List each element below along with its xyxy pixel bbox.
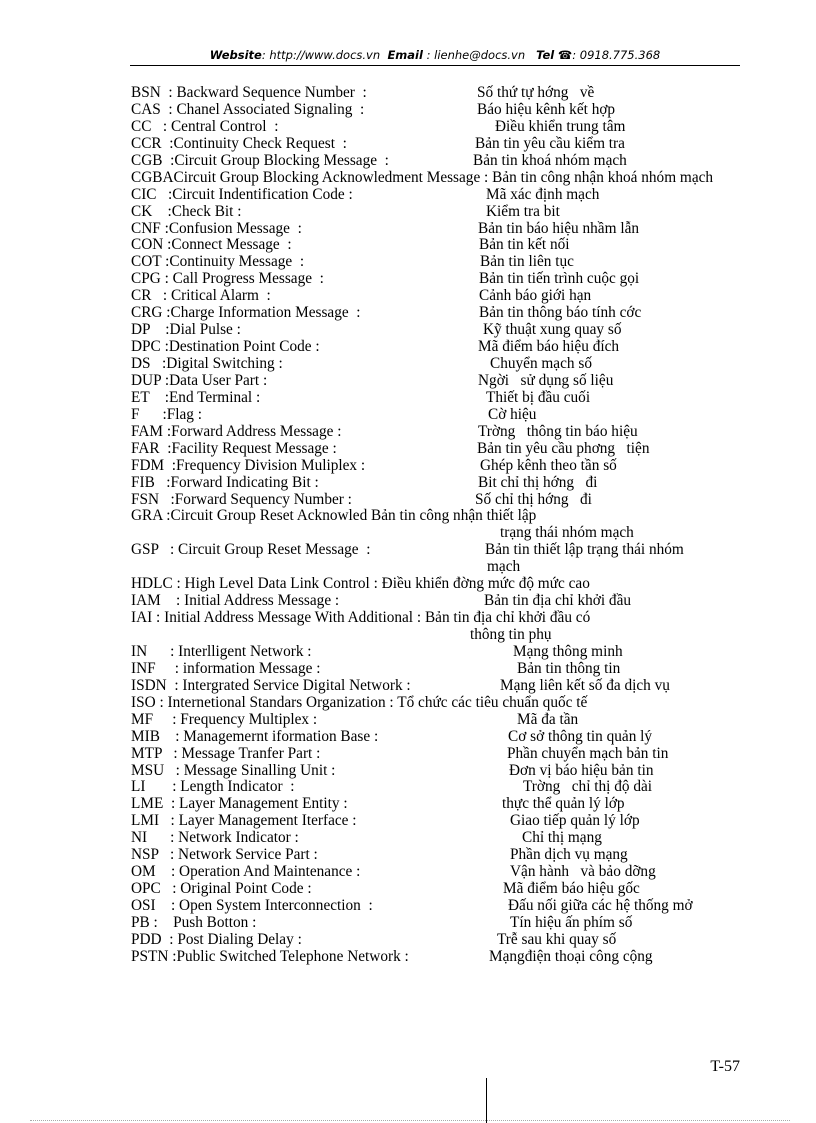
abbreviation-definition: Bản tin báo hiệu nhầm lẫn: [478, 219, 640, 237]
abbreviation-term: CCR :Continuity Check Request :: [131, 134, 347, 152]
abbreviation-entry: [131, 492, 740, 509]
abbreviation-definition: Ngời sử dụng số liệu: [478, 371, 614, 389]
abbreviation-entry: [131, 542, 740, 559]
abbreviation-term: CK :Check Bit :: [131, 202, 242, 220]
abbreviation-entry: [131, 373, 740, 390]
abbreviation-term: OSI : Open System Interconnection :: [131, 897, 373, 915]
abbreviation-entry: [131, 475, 740, 492]
abbreviation-entry: [131, 796, 740, 813]
abbreviation-definition: Bản tin liên tục: [480, 253, 574, 271]
abbreviation-term: CPG : Call Progress Message :: [131, 270, 324, 288]
abbreviation-term: ISDN : Intergrated Service Digital Network :: [131, 676, 411, 694]
abbreviation-entry: [131, 932, 740, 949]
abbreviation-definition: Bản tin thiết lập trạng thái nhóm: [485, 541, 684, 559]
abbreviation-entry: [131, 847, 740, 864]
abbreviation-term: MTP : Message Tranfer Part :: [131, 744, 321, 762]
abbreviation-definition: Phần dịch vụ mạng: [510, 846, 628, 864]
abbreviation-term: CON :Connect Message :: [131, 236, 292, 254]
abbreviation-definition: Phần chuyển mạch bản tin: [507, 744, 669, 762]
email-value[interactable]: : lienhe@docs.vn: [426, 48, 526, 62]
abbreviation-entry: [131, 237, 740, 254]
abbreviation-definition: Cảnh báo giới hạn: [479, 287, 592, 305]
abbreviation-term: PB : Push Botton :: [131, 913, 257, 931]
abbreviation-definition: Mạng thông minh: [513, 642, 623, 660]
abbreviation-definition: Mã xác định mạch: [486, 185, 600, 203]
abbreviation-definition: Trễ sau khi quay số: [497, 930, 617, 948]
abbreviation-entry: [131, 85, 740, 102]
abbreviation-entry: GRA :Circuit Group Reset Acknowled Bản tin công nhận thiết lập: [131, 507, 537, 525]
abbreviation-definition: Cơ sở thông tin quản lý: [508, 727, 653, 745]
abbreviation-definition: Bản tin thông tin: [517, 659, 621, 677]
abbreviation-definition: Bản tin yêu cầu phơng tiện: [477, 439, 650, 457]
abbreviation-term: CIC :Circuit Indentification Code :: [131, 185, 353, 203]
abbreviation-entry: IAI : Initial Address Message With Additional : Bản tin địa chỉ khởi đầu có: [131, 609, 591, 627]
website-label: Website: [209, 48, 262, 62]
abbreviation-term: DP :Dial Pulse :: [131, 321, 241, 339]
abbreviation-entry: [131, 458, 740, 475]
abbreviation-entry: [131, 424, 740, 441]
abbreviation-definition: Bản tin thông báo tính cớc: [479, 304, 642, 322]
abbreviation-definition: Điều khiển trung tâm: [495, 117, 626, 135]
abbreviation-definition: thực thể quản lý lớp: [502, 795, 625, 813]
abbreviation-definition: Bản tin yêu cầu kiểm tra: [475, 134, 625, 152]
abbreviation-definition: Bản tin tiến trình cuộc gọi: [479, 270, 640, 288]
page-bottom-border: [30, 1120, 790, 1121]
abbreviation-term: PSTN :Public Switched Telephone Network :: [131, 947, 409, 965]
abbreviation-entry: [131, 102, 740, 119]
abbreviation-entry: [131, 390, 740, 407]
abbreviation-entry: [131, 288, 740, 305]
abbreviation-definition: Đơn vị báo hiệu bản tin: [509, 761, 654, 779]
abbreviation-entry: [131, 356, 740, 373]
abbreviation-term: IAM : Initial Address Message :: [131, 592, 340, 610]
abbreviation-term: FAM :Forward Address Message :: [131, 422, 342, 440]
abbreviation-term: DPC :Destination Point Code :: [131, 338, 320, 356]
abbreviation-definition: Bản tin kết nối: [479, 236, 570, 254]
abbreviation-term: MF : Frequency Multiplex :: [131, 710, 318, 728]
abbreviation-definition: Mã điểm báo hiệu đích: [478, 338, 620, 356]
abbreviation-entry: [131, 864, 740, 881]
abbreviation-entry: [131, 204, 740, 221]
abbreviation-entry: [131, 153, 740, 170]
abbreviation-entry: [131, 254, 740, 271]
abbreviation-entry: CGBACircuit Group Blocking Acknowledment Message : Bản tin công nhận khoá nhóm mạch: [131, 168, 714, 186]
abbreviation-entry: [131, 779, 740, 796]
abbreviation-continuation: mạch: [487, 558, 521, 576]
abbreviation-entry: [131, 221, 740, 238]
abbreviation-term: ET :End Terminal :: [131, 388, 261, 406]
abbreviation-continuation: trạng thái nhóm mạch: [500, 524, 634, 542]
abbreviation-term: FIB :Forward Indicating Bit :: [131, 473, 319, 491]
abbreviation-entry: [131, 813, 740, 830]
abbreviation-entry: [131, 322, 740, 339]
phone-icon: ☎: [557, 48, 573, 62]
abbreviation-term: NI : Network Indicator :: [131, 829, 299, 847]
abbreviation-term: FDM :Frequency Division Muliplex :: [131, 456, 366, 474]
abbreviation-definition: Tín hiệu ấn phím số: [510, 913, 633, 931]
abbreviation-definition: Chỉ thị mạng: [522, 829, 602, 847]
abbreviation-term: LME : Layer Management Entity :: [131, 795, 348, 813]
abbreviation-entry: HDLC : High Level Data Link Control : Điều khiển đờng mức độ mức cao: [131, 575, 590, 593]
abbreviation-continuation: thông tin phụ: [470, 626, 552, 644]
tel-label: Tel: [536, 48, 555, 62]
abbreviation-entry: ISO : Internetional Standars Organization : Tổ chức các tiêu chuẩn quốc tế: [131, 693, 588, 711]
abbreviation-definition: Mạng liên kết số đa dịch vụ: [500, 676, 670, 694]
abbreviation-entry: [131, 729, 740, 746]
abbreviation-entry: [131, 949, 740, 966]
abbreviation-definition: Giao tiếp quản lý lớp: [510, 812, 640, 830]
abbreviation-term: CGB :Circuit Group Blocking Message :: [131, 151, 389, 169]
abbreviation-definition: Cờ hiệu: [488, 405, 537, 423]
abbreviation-definition: Mã điểm báo hiệu gốc: [503, 880, 640, 898]
abbreviation-term: NSP : Network Service Part :: [131, 846, 318, 864]
abbreviation-term: CR : Critical Alarm :: [131, 287, 271, 305]
abbreviation-definition: Mã đa tần: [517, 710, 579, 728]
abbreviation-entry: [131, 136, 740, 153]
abbreviation-term: CAS : Chanel Associated Signaling :: [131, 100, 365, 118]
website-value[interactable]: : http://www.docs.vn: [261, 48, 381, 62]
abbreviation-definition: Số chỉ thị hớng đi: [475, 490, 592, 508]
abbreviation-entry: [131, 644, 740, 661]
abbreviation-definition: Bit chỉ thị hớng đi: [478, 473, 598, 491]
abbreviation-definition: Kỹ thuật xung quay số: [483, 321, 622, 339]
abbreviation-entry: [131, 305, 740, 322]
abbreviation-definition: Trờng chỉ thị độ dài: [523, 778, 653, 796]
abbreviation-definition: Bản tin địa chỉ khởi đầu: [484, 592, 632, 610]
abbreviation-list: [131, 85, 740, 966]
abbreviation-term: IN : Interlligent Network :: [131, 642, 312, 660]
abbreviation-term: COT :Continuity Message :: [131, 253, 305, 271]
abbreviation-entry: [131, 898, 740, 915]
abbreviation-term: PDD : Post Dialing Delay :: [131, 930, 302, 948]
abbreviation-definition: Trờng thông tin báo hiệu: [478, 422, 638, 440]
abbreviation-term: BSN : Backward Sequence Number :: [131, 84, 367, 101]
abbreviation-entry: [131, 678, 740, 695]
abbreviation-entry: [131, 271, 740, 288]
abbreviation-entry: [131, 763, 740, 780]
abbreviation-entry: [131, 187, 740, 204]
abbreviation-term: MSU : Message Sinalling Unit :: [131, 761, 336, 779]
email-label: Email: [387, 48, 423, 62]
abbreviation-definition: Vận hành và bảo dỡng: [510, 863, 656, 881]
abbreviation-term: CRG :Charge Information Message :: [131, 304, 361, 322]
abbreviation-entry: [131, 525, 740, 542]
tel-value: : 0918.775.368: [572, 48, 661, 62]
abbreviation-entry: [131, 593, 740, 610]
page-header: [130, 47, 740, 66]
page-divider: [486, 1078, 487, 1123]
abbreviation-entry: [131, 407, 740, 424]
abbreviation-term: INF : information Message :: [131, 659, 321, 677]
abbreviation-entry: [131, 712, 740, 729]
abbreviation-term: MIB : Managemernt iformation Base :: [131, 727, 379, 745]
page-number: T-57: [710, 1058, 740, 1075]
abbreviation-definition: Chuyển mạch số: [490, 355, 592, 373]
abbreviation-entry: [131, 881, 740, 898]
abbreviation-term: F :Flag :: [131, 405, 202, 423]
abbreviation-entry: [131, 661, 740, 678]
abbreviation-term: CNF :Confusion Message :: [131, 219, 302, 237]
abbreviation-term: OPC : Original Point Code :: [131, 880, 312, 898]
abbreviation-entry: [131, 915, 740, 932]
abbreviation-term: LI : Length Indicator :: [131, 778, 295, 796]
abbreviation-definition: Số thứ tự hớng về: [477, 84, 595, 101]
abbreviation-term: FSN :Forward Sequency Number :: [131, 490, 352, 508]
abbreviation-definition: Thiết bị đầu cuối: [486, 388, 591, 406]
abbreviation-entry: [131, 627, 740, 644]
abbreviation-definition: Đấu nối giữa các hệ thống mở: [508, 897, 693, 915]
abbreviation-definition: Kiểm tra bit: [486, 202, 560, 220]
abbreviation-definition: Mạngđiện thoại công cộng: [489, 947, 653, 965]
abbreviation-term: OM : Operation And Maintenance :: [131, 863, 361, 881]
abbreviation-term: FAR :Facility Request Message :: [131, 439, 337, 457]
abbreviation-entry: [131, 746, 740, 763]
abbreviation-entry: [131, 339, 740, 356]
abbreviation-definition: Báo hiệu kênh kết hợp: [477, 100, 616, 118]
abbreviation-definition: Bản tin khoá nhóm mạch: [473, 151, 627, 169]
abbreviation-definition: Ghép kênh theo tần số: [480, 456, 617, 474]
abbreviation-term: CC : Central Control :: [131, 117, 279, 135]
abbreviation-entry: [131, 119, 740, 136]
abbreviation-entry: [131, 559, 740, 576]
abbreviation-term: DS :Digital Switching :: [131, 355, 283, 373]
abbreviation-term: GSP : Circuit Group Reset Message :: [131, 541, 371, 559]
abbreviation-entry: [131, 830, 740, 847]
abbreviation-term: LMI : Layer Management Iterface :: [131, 812, 357, 830]
abbreviation-term: DUP :Data User Part :: [131, 371, 268, 389]
abbreviation-entry: [131, 441, 740, 458]
